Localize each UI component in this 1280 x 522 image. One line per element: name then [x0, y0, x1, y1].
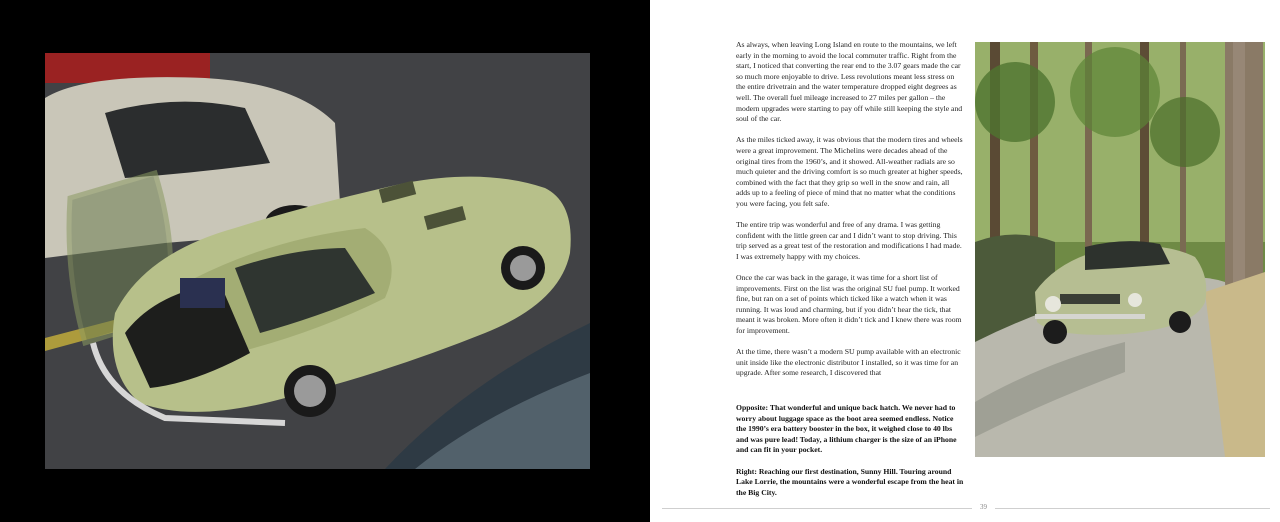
- photo-captions: [736, 403, 964, 509]
- body-paragraph: As always, when leaving Long Island en route to the mountains, we left early in the morning to avoid the local commuter traffic. Right from the start, I noticed that converting the rear end to the 3.07 gears made the car so much more enjoyable to drive. Less revolutions meant less stress on the entire drivetrain and the water temperature dropped eight degrees as well. The overall fuel mileage increased to 27 miles per gallon – the modern upgrades were starting to pay off while still keeping the style and soul of the car.: [736, 40, 963, 124]
- body-paragraph: As the miles ticked away, it was obvious that the modern tires and wheels were a great improvement. The Michelins were decades ahead of the original tires from the 1960’s, and it showed. All-weather radials are so much quieter and the driving comfort is so much greater at higher speeds, combined with the fact that they grip so well in the snow and rain, all adds up to a feeling of piece of mind that no matter what the conditions you were facing, you felt safe.: [736, 135, 963, 208]
- caption-opposite: Opposite: That wonderful and unique back hatch. We never had to worry about luggage space as the boot area seemed endless. Notice the 1990’s era battery booster in the box, it weighed close to 40 lbs and was pure lead! Today, a lithium charger is the size of an iPhone and can fit in your pocket.: [736, 403, 957, 455]
- car-hatch-illustration: [45, 53, 590, 469]
- caption-right: Right: Reaching our first destination, Sunny Hill. Touring around Lake Lorrie, the mountains were a wonderful escape from the heat in the Big City.: [736, 466, 964, 497]
- page-number: 39: [980, 503, 987, 511]
- footer-rule: [995, 508, 1270, 509]
- photo-car-hatch-open: [45, 53, 590, 469]
- photo-car-forest-road: [975, 42, 1265, 457]
- right-page: [650, 0, 1280, 522]
- body-paragraph: At the time, there wasn’t a modern SU pump available with an electronic unit inside like the electronic distributor I installed, so it was time for an upgrade. After some research, I discovered that: [736, 347, 961, 378]
- footer-rule: [662, 508, 972, 509]
- forest-road-illustration: [975, 42, 1265, 457]
- body-paragraph: Once the car was back in the garage, it was time for a short list of improvements. First on the list was the original SU fuel pump. It worked fine, but ran on a set of points which ticked like a watch when it was running. It was loud and charming, but if you didn’t hear the tick, that meant it was broken. More often it didn’t tick and I knew there was room for improvement.: [736, 273, 962, 336]
- body-text: [736, 40, 964, 390]
- body-paragraph: The entire trip was wonderful and free of any drama. I was getting confident with the little green car and I didn’t want to stop driving. This trip served as a great test of the restoration and modifications I had made. I was extremely happy with my choices.: [736, 220, 962, 261]
